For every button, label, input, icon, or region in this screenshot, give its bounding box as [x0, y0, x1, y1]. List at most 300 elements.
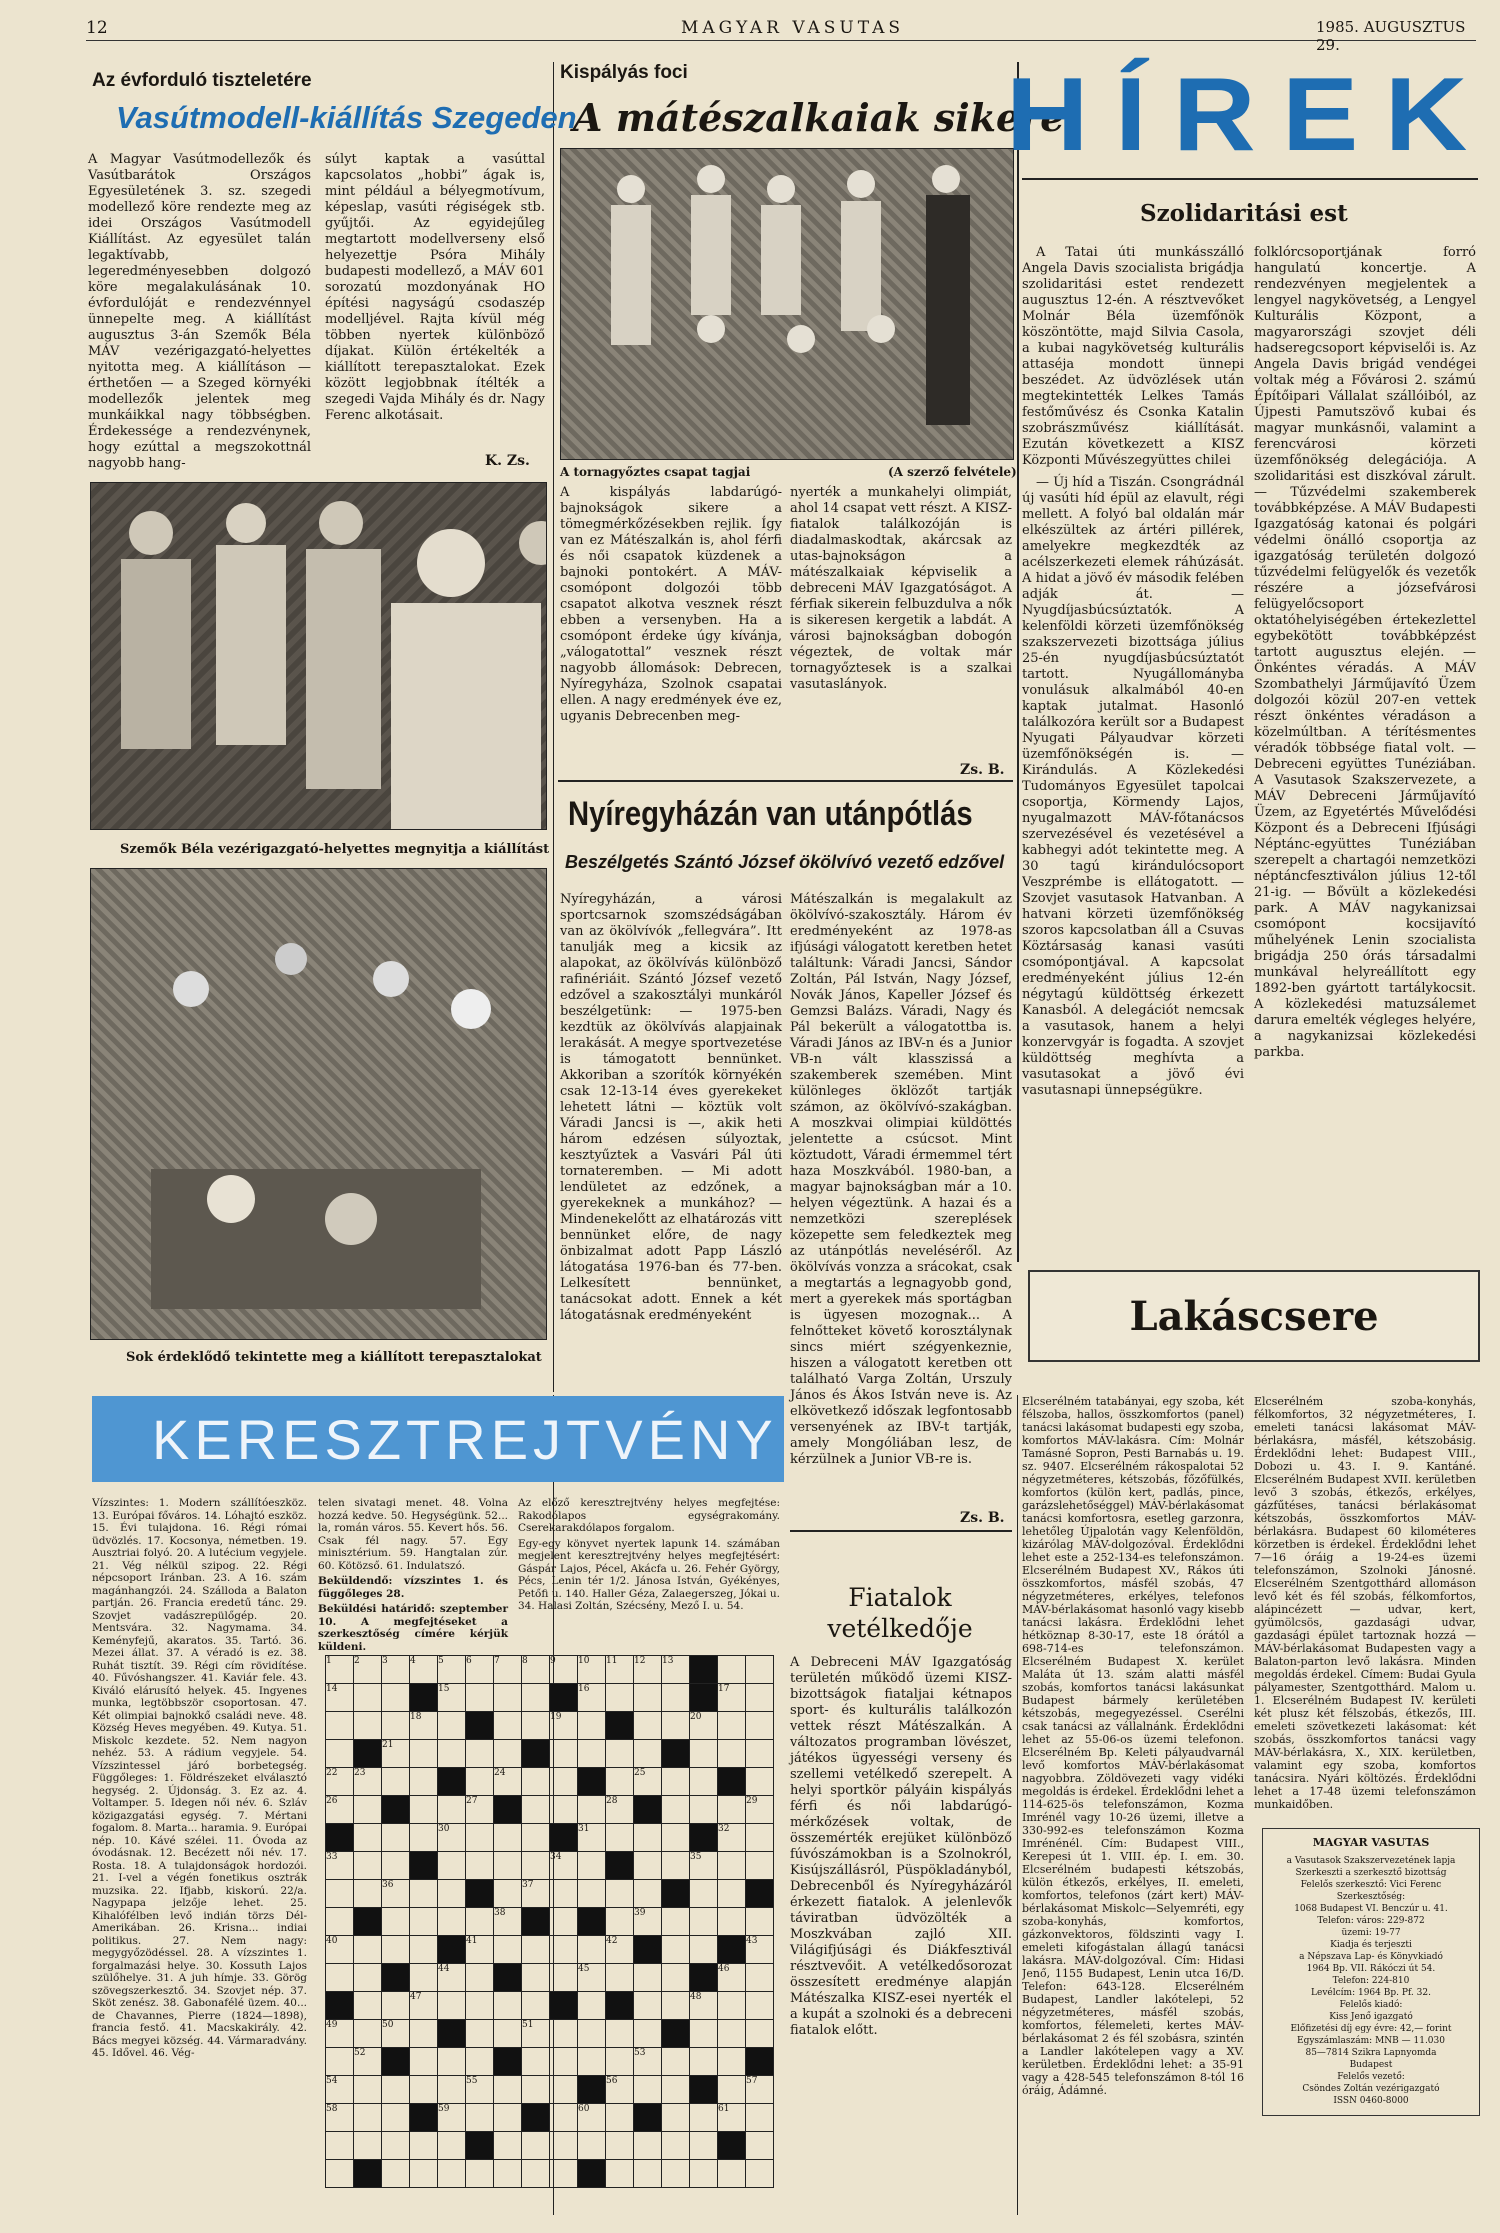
page-number: 12 — [86, 18, 108, 38]
crossword-cell: 1 — [326, 1656, 354, 1684]
crossword-cell — [466, 2048, 494, 2076]
crossword-cell: 14 — [326, 1684, 354, 1712]
crossword-cell — [550, 1684, 578, 1712]
crossword-cell — [438, 1908, 466, 1936]
crossword-cell — [410, 1964, 438, 1992]
impresszum-line: Szerkeszti a szerkesztő bizottság — [1295, 1868, 1447, 1878]
crossword-cell — [354, 2076, 382, 2104]
crossword-cell: 2 — [354, 1656, 382, 1684]
crossword-cell — [466, 2020, 494, 2048]
crossword-cell — [466, 1964, 494, 1992]
crossword-cell — [326, 1740, 354, 1768]
crossword-cell — [382, 2160, 410, 2188]
crossword-cell — [718, 1796, 746, 1824]
crossword-cell — [354, 1852, 382, 1880]
crossword-cell — [522, 1992, 550, 2020]
crossword-cell — [718, 2020, 746, 2048]
photo-football-team — [560, 148, 1014, 460]
crossword-cell — [494, 1852, 522, 1880]
crossword-cell — [494, 1880, 522, 1908]
crossword-cell — [634, 1740, 662, 1768]
team-silhouette-icon — [561, 149, 1013, 459]
crossword-cell — [438, 2160, 466, 2188]
hirek-col1 — [1022, 245, 1244, 1245]
crossword-cell — [438, 2020, 466, 2048]
crossword-cell — [746, 2020, 774, 2048]
crossword-cell: 29 — [746, 1796, 774, 1824]
crossword-cell — [690, 1684, 718, 1712]
impresszum-line: Felelős kiadó: — [1339, 2000, 1403, 2010]
crossword-cell — [606, 2160, 634, 2188]
impresszum-box — [1262, 1828, 1480, 2116]
crossword-cell — [718, 1852, 746, 1880]
crossword-cell: 51 — [522, 2020, 550, 2048]
crossword-cell — [494, 1992, 522, 2020]
crossword-cell — [466, 1908, 494, 1936]
impresszum-line: Előfizetési díj egy évre: 42,— forint — [1290, 2024, 1452, 2034]
crossword-cell — [634, 2160, 662, 2188]
crossword-cell: 56 — [606, 2076, 634, 2104]
crossword-cell — [746, 1908, 774, 1936]
crossword-cell — [410, 1880, 438, 1908]
crossword-cell — [718, 2048, 746, 2076]
crossword-cell — [634, 1992, 662, 2020]
crossword-cell — [522, 1908, 550, 1936]
crossword-cell — [662, 2160, 690, 2188]
crossword-cell — [466, 1880, 494, 1908]
hirek-col2: folklórcsoportjának forró hangulatú koncertje. A rendezvényen megjelentek a lengyel nagykövetség, a Lengyel Kulturális Központ, a magyarországi szovjet déli hadseregcsoport képviselői is. Az Angela Davis brigád vendégei voltak még a Fővárosi 2. számú Építőipari Vállalat szállóiból, az Újpesti Pamutszövő kubai és magyar munkásnői, valamint a ferencvárosi körzeti üzemfőnökség delegációja. A szolidaritási est diszkóval zárult. — Tűzvédelmi szakemberek továbbképzése. A MÁV Budapesti Igazgatóság katonai és polgári védelmi önálló csoportja az igazgatóság területén dolgozó tűzvédelmi felügyelők és vezetők részére a józsefvárosi felügyelőcsoport oktatóhelyiségében értekezlettel egybekötött továbbképzést tartott augusztus elején. — Önkéntes véradás. A MÁV Szombathelyi Járműjavító Üzem dolgozói közül 207-en vettek részt önkéntes véradáson a közelmúltban. A térítésmentes véradók többsége fiatal volt. — Debreceni együttes Tunéziában. A Vasutasok Szakszervezete, a MÁV Debreceni Járműjavító Üzem, az Egyetértés Művelődési Központ és a Debreceni Ifjúsági Néptánc-együttes Tunéziában szerepelt a chartagói nemzetközi néptáncfesztiválon július 12-től 21-ig. — Bővült a közlekedési park. A MÁV nagykanizsai csomópont kocsijavító műhelyének Lenin szocialista brigádja 250 órás társadalmi munkával helyreállított egy 1892-ben gyártott tartálykocsit. A közlekedési matuzsálemet darura emelték végleges helyére, a nagykanizsai közlekedési parkba. — [1254, 245, 1476, 1060]
crossword-cell — [382, 1964, 410, 1992]
crossword-cell: 21 — [382, 1740, 410, 1768]
crossword-cell — [578, 1936, 606, 1964]
crossword-cell: 30 — [438, 1824, 466, 1852]
crossword-cell — [606, 1964, 634, 1992]
crossword-cell — [410, 2160, 438, 2188]
crossword-cell — [522, 1796, 550, 1824]
kereszt-prev-solution: Az előző keresztrejtvény helyes megfejtése: Rakodólapos egységrakomány. Cserekarakdólapos forgalom. — [518, 1497, 780, 1534]
hirek-col1b-text: — Új híd a Tiszán. Csongrádnál új vasúti híd épül az elavult, régi mellett. A folyó bal oldalán már elkészültek az ártéri pillérek, amelyekre megkezdték az acélszerkezeti elemek ráhúzását. A hidat a jövő év második felében adják át. — Nyugdíjasbúcsúztatók. A kelenföldi körzeti üzemfőnökség szakszervezeti bizottsága július 25-én nyugdíjasbúcsúztatót tartott. Nyugállományba vonulásuk alkalmából 40-en kaptak jutalmat. Hasonló találkozóra került sor a Budapest Nyugati Pályaudvar körzeti üzemfőnökségén is. — Kirándulás. A Közlekedési Tudományos Egyesület tapolcai csoportja, Körmendy Lajos, nyugalmazott MÁV-főtanácsos szervezésével és vezetésével a kabhegyi adót tekintette meg. A 30 tagú kirándulócsoport Veszprémbe is ellátogatott. — Szovjet vasutasok Hatvanban. A hatvani körzeti üzemfőnökség szoros kapcsolatban áll a Csuvas Köztársaság kanasi vasúti csomópontjával. A kapcsolat eredményeként július 12-én négytagú küldöttség érkezett Kanasból. A delegációt nemcsak a vasutasok, hanem a helyi konzervgyár is fogadta. A szovjet küldöttség meghívta a vasutasokat a jövő évi vasutasnapi ünnepségükre. — [1022, 475, 1244, 1098]
crossword-cell — [550, 2132, 578, 2160]
crossword-cell: 48 — [690, 1992, 718, 2020]
foci-signature: Zs. B. — [960, 762, 1005, 778]
crossword-cell — [662, 1964, 690, 1992]
crossword-cell — [410, 1852, 438, 1880]
hirek-kicker: Szolidaritási est — [1140, 200, 1348, 227]
impresszum-line: Telefon: város: 229-872 — [1317, 1916, 1425, 1926]
crossword-cell: 27 — [466, 1796, 494, 1824]
kereszt-deadline: Beküldési határidő: szeptember 10. A megfejtéseket a szerkesztőség címére kérjük küldeni. — [318, 1603, 508, 1653]
crossword-cell — [354, 2132, 382, 2160]
crossword-cell — [466, 1768, 494, 1796]
crossword-cell — [746, 1880, 774, 1908]
crossword-cell: 33 — [326, 1852, 354, 1880]
crossword-cell: 54 — [326, 2076, 354, 2104]
crossword-cell — [718, 1712, 746, 1740]
modell-title: Vasútmodell-kiállítás Szegeden — [116, 100, 577, 135]
crossword-cell — [578, 2132, 606, 2160]
crossword-cell — [662, 1824, 690, 1852]
crossword-cell — [606, 1880, 634, 1908]
crossword-cell — [550, 1824, 578, 1852]
crossword-cell — [746, 1768, 774, 1796]
crossword-cell — [662, 1880, 690, 1908]
crossword-cell — [718, 1768, 746, 1796]
crossword-cell — [410, 2020, 438, 2048]
crossword-cell — [578, 1796, 606, 1824]
crossword-cell — [634, 1936, 662, 1964]
newspaper-name: MAGYAR VASUTAS — [681, 18, 905, 38]
ny-signature: Zs. B. — [960, 1510, 1005, 1526]
crossword-cell — [662, 2132, 690, 2160]
crossword-cell — [662, 1684, 690, 1712]
crossword-cell — [634, 1880, 662, 1908]
crossword-cell — [382, 1796, 410, 1824]
crossword-cell — [494, 1936, 522, 1964]
crossword-cell — [410, 2132, 438, 2160]
crossword-cell — [354, 1684, 382, 1712]
crossword-cell — [326, 1964, 354, 1992]
crossword-cell — [550, 2160, 578, 2188]
crossword-cell — [382, 2104, 410, 2132]
crossword-cell: 17 — [718, 1684, 746, 1712]
crossword-cell: 25 — [634, 1768, 662, 1796]
crossword-cell — [522, 2076, 550, 2104]
crossword-cell — [494, 1684, 522, 1712]
crossword-cell — [746, 1992, 774, 2020]
crossword-cell — [578, 1712, 606, 1740]
crossword-cell — [606, 1684, 634, 1712]
crossword-cell — [718, 1740, 746, 1768]
crossword-cell — [634, 1684, 662, 1712]
impresszum-line: Telefon: 224-810 — [1332, 1976, 1410, 1986]
crossword-cell — [606, 2132, 634, 2160]
crossword-cell — [606, 2104, 634, 2132]
crossword-cell — [354, 2160, 382, 2188]
crossword-table — [325, 1655, 774, 2188]
crossword-cell — [690, 2048, 718, 2076]
crossword-cell — [718, 1880, 746, 1908]
crossword-cell — [382, 1768, 410, 1796]
crossword-cell — [662, 2020, 690, 2048]
crossword-cell — [522, 1768, 550, 1796]
crossword-cell — [550, 2048, 578, 2076]
crossword-cell — [662, 1852, 690, 1880]
crossword-cell: 24 — [494, 1768, 522, 1796]
crossword-cell — [550, 1740, 578, 1768]
kereszt-clues-col2 — [318, 1497, 508, 1656]
crossword-cell: 59 — [438, 2104, 466, 2132]
crossword-cell — [354, 1796, 382, 1824]
crossword-cell — [522, 1964, 550, 1992]
crossword-cell — [662, 2104, 690, 2132]
crossword-cell: 23 — [354, 1768, 382, 1796]
crossword-cell: 6 — [466, 1656, 494, 1684]
crossword-cell — [522, 1936, 550, 1964]
crossword-cell — [662, 1908, 690, 1936]
lakas-col1: Elcserélném tatabányai, egy szoba, két félszoba, hallos, összkomfortos (panel) tanácsi lakásomat budapesti egy szoba, komfortos MÁV-lakásra. Cím: Molnár Tamásné Sopron, Pesti Barnabás u. 19. sz. 9407. Elcserélném rákospalotai 52 négyzetméteres, kétszobás, főzőfülkés, komfortos (külön kert, padlás, pince, garázslehetőséggel) MÁV-bérlakásomat tanácsi komfortosra, esetleg garzonra, lehetőleg Újpalotán vagy Kelenföldön, kizárólag MÁV-dolgozóval. Érdeklődni lehet este a 252-134-es telefonszámon. Elcserélném Budapest XV., Rákos úti összkomfortos, másfél szobás, 47 négyzetméteres, erkélyes, telefonos MÁV-bérlakásomat hasonló vagy kisebb tanácsi lakásra. Érdeklődni lehet hétköznap 8-30-17, este 18 órától a 698-714-es telefonszámon. Elcserélném Budapest X. kerület Maláta út 13. szám alatti másfél szobás, komfortos tanácsi lakásunkat Budapest bármely kerületében kétszobás, megegyezéssel. Cserélni csak tanácsi az vállalnánk. Érdeklődni lehet az 55-06-os üzemi telefonon. Elcserélném Bp. Keleti pályaudvarnál levő komfortos MÁV-bérlakásomat nagyobbra. Zöldövezeti vagy vidéki megoldás is érdekel. Érdeklődni lehet a 114-625-ös telefonszámon, Kozma Imrénél vagy 10-26 üzemi, illetve a 330-992-es telefonszámon Kozma Imrénénél. Cím: Budapest VIII., Kerepesi út 1. VIII. ép. I. em. 30. Elcserélném budapesti kétszobás, külön étkezős, erkélyes, II. emeleti, komfortos, telefonos (zárt kert) MÁV-bérlakásomat Miskolc—Selyemréti, egy szoba-konyhás, komfortos, gázkonvektoros, földszinti vagy I. emeleti kifogástalan állagú tanácsi lakásra. MÁV-dolgozóval. Cím: Hidasi Jenő, 1155 Budapest, Lenin utca 16/D. Telefon: 643-128. Elcserélném Budapest, Landler lakótelepi, 52 négyzetméteres, másfél szobás, komfortos, félemeleti, kertes MÁV-bérlakásomat 2 és fél szobásra, szintén a Landler lakótelepen vagy a XV. kerületben. Érdeklődni lehet: a 35-91 vagy a 428-545 telefonszámon 8-tól 16 óráig, Ádámné. — [1022, 1395, 1244, 2097]
crossword-cell — [746, 1852, 774, 1880]
crossword-cell — [718, 1656, 746, 1684]
crossword-cell: 8 — [522, 1656, 550, 1684]
crossword-cell: 37 — [522, 1880, 550, 1908]
crossword-cell — [494, 2048, 522, 2076]
foci-caption: A tornagyőztes csapat tagjai — [560, 465, 751, 479]
hirek-banner — [1006, 56, 1494, 173]
crossword-cell — [578, 2160, 606, 2188]
impresszum-line: üzemi: 19-77 — [1341, 1928, 1401, 1938]
crossword-cell — [634, 2132, 662, 2160]
crossword-cell — [746, 1824, 774, 1852]
section-divider — [558, 780, 1013, 782]
crossword-cell — [634, 1964, 662, 1992]
crossword-cell — [466, 1740, 494, 1768]
impresszum-line: a Népszava Lap- és Könyvkiadó — [1299, 1952, 1443, 1962]
crossword-cell — [550, 1964, 578, 1992]
crossword-cell — [382, 2048, 410, 2076]
crossword-cell — [606, 1852, 634, 1880]
crossword-cell — [550, 1936, 578, 1964]
crossword-cell: 10 — [578, 1656, 606, 1684]
crossword-cell — [634, 1796, 662, 1824]
crossword-cell — [494, 2076, 522, 2104]
crossword-cell — [354, 1740, 382, 1768]
crossword-cell — [438, 1936, 466, 1964]
crossword-cell — [690, 1880, 718, 1908]
crossword-cell: 22 — [326, 1768, 354, 1796]
crossword-cell — [606, 1740, 634, 1768]
crossword-cell — [438, 1880, 466, 1908]
crossword-cell — [746, 1684, 774, 1712]
crossword-cell: 60 — [578, 2104, 606, 2132]
crossword-cell — [718, 1908, 746, 1936]
crossword-cell — [410, 1824, 438, 1852]
kereszt-clues-col2-text: telen sivatagi menet. 48. Volna hozzá kedve. 50. Hegységünk. 52... la, román város. 55. Kevert hős. 56. Csak fél nagy. 57. Egy minisztérium. 59. Hangtalan zúr. 60. Kötözső. 61. Indulatszó. — [318, 1497, 508, 1572]
impresszum-line: Kiadja és terjeszti — [1330, 1940, 1412, 1950]
crossword-cell — [578, 1908, 606, 1936]
crossword-cell — [746, 1656, 774, 1684]
crossword-cell: 31 — [578, 1824, 606, 1852]
foci-kicker: Kispályás foci — [560, 62, 688, 83]
crossword-cell — [522, 2104, 550, 2132]
crossword-cell — [550, 1880, 578, 1908]
crossword-cell — [690, 2132, 718, 2160]
column-rule — [553, 62, 554, 1392]
crossword-cell — [522, 1684, 550, 1712]
crossword-cell — [606, 2020, 634, 2048]
lakas-title-box — [1028, 1270, 1480, 1362]
hirek-col1-text: A Tatai úti munkásszálló Angela Davis szocialista brigádja szolidaritási estet rendezett augusztus 12-én. A résztvevőket Molnár Béla üzemfőnök köszöntötte, majd Silvia Casola, a kubai nagykövetség kulturális attaséja mondott ünnepi beszédet. Az üdvözlések után megtekintették Lelkes Tamás festőművész és Csonka Katalin szobrászművész kiállítását. Ezután következett a KISZ Központi Művészegyüttes chilei — [1022, 245, 1244, 468]
fiatalok-title: Fiatalok vetélkedője — [827, 1583, 973, 1643]
crossword-cell — [494, 2104, 522, 2132]
crossword-cell — [634, 1712, 662, 1740]
crossword-cell — [354, 1880, 382, 1908]
crossword-cell: 3 — [382, 1656, 410, 1684]
photo-exhibition-crowd — [90, 868, 547, 1340]
crossword-cell — [578, 2048, 606, 2076]
crossword-cell — [410, 1740, 438, 1768]
crossword-cell: 5 — [438, 1656, 466, 1684]
crossword-cell — [606, 2048, 634, 2076]
crossword-cell — [354, 1992, 382, 2020]
ny-body-col2: Mátészalkán is megalakult az ökölvívó-szakosztály. Három év eredményeként az 1978-as ifjúsági válogatott keretben hetet találtunk: Váradi Jancsi, Sándor Zoltán, Pál István, Nagy József, Novák János, Kapeller József és Gemzsi Balázs. Váradi, Nagy és Pál bekerült a válogatottba is. Váradi János az IBV-n és a Junior VB-n vált klasszissá a szakemberek szemében. Mint különleges öklözőt tartják számon, az ökölvívó-szakágban. A moszkvai olimpiai küldöttés jelentette a csúcsot. Mint köztudott, Váradi érmemmel tért haza Moszkvából. 1980-ban, a magyar bajnokságban már a 10. helyen végeztünk. A hazai és a nemzetközi szereplések közepette sem feledkeztek meg az utánpótlás neveléséről. Az ökölvívás vonzza a srácokat, csak a megtartás a legnagyobb gond, mert a gyerekek más sportágban is ügyesen mozognak... A felnőtteket követő korosztálynak sincs miért szégyenkeznie, hiszen a válogatott keretben ott található Varga Zoltán, Urszuly János és Ákos István neve is. Az elkövetkező időszak legfontosabb versenyének az IBV-t tartják, amely Mongóliában lesz, de kérzülnek a Junior VB-re is. — [790, 892, 1012, 1467]
crossword-cell — [438, 1852, 466, 1880]
crossword-cell: 43 — [746, 1936, 774, 1964]
crossword-cell — [466, 1992, 494, 2020]
crossword-cell — [578, 1992, 606, 2020]
crossword-cell — [354, 2020, 382, 2048]
crossword-cell — [326, 2160, 354, 2188]
foci-body-col1: A kispályás labdarúgó-bajnokságok sikere a tömegmérkőzésekben rejlik. Így van ez Mátészalkán is, ahol férfi és női csapatok küzdenek a bajnoki pontokért. A MÁV-csomópont dolgozói több csapatot alkotva vesznek részt ebben a versenyben. Ha a csomópont érdeke úgy kívánja, „válogatottal” vesznek részt nagyobb állomások: Debrecen, Nyíregyháza, Szolnok csapatai ellen. A nagy eredmények éve ez, ugyanis Debrecenben meg- — [560, 485, 782, 724]
crossword-cell — [746, 1740, 774, 1768]
crossword-cell — [326, 1712, 354, 1740]
crossword-cell — [606, 1712, 634, 1740]
modell-signature: K. Zs. — [485, 453, 530, 469]
crossword-cell — [634, 2020, 662, 2048]
crossword-cell: 41 — [466, 1936, 494, 1964]
crossword-cell — [438, 1768, 466, 1796]
crossword-cell — [690, 1964, 718, 1992]
crossword-cell — [494, 1964, 522, 1992]
crossword-cell — [494, 1824, 522, 1852]
crossword-cell — [494, 1740, 522, 1768]
crossword-cell — [382, 1992, 410, 2020]
modell-body-col2: súlyt kaptak a vasúttal kapcsolatos „hobbi” ágak is, mint például a bélyegmotívum, képeslap, vasúti régiségek stb. gyűjtői. Az egyidejűleg megtartott modellverseny első helyezettje Psóra Mihály budapesti modellező, a MÁV 601 sorozatú mozdonyának HO építési nagyságú csodaszép modelljével. Rajta kívül még többen nyertek különböző díjakat. Külön értékelték a kiállított terepasztalokat. Ezek között legjobbnak ítélték a szegedi Vajda Mihály és dr. Nagy Ferenc alkotásait. — [325, 152, 545, 423]
crossword-cell: 32 — [718, 1824, 746, 1852]
impresszum-line: 85—7814 Szikra Lapnyomda — [1305, 2048, 1437, 2058]
crossword-cell: 34 — [550, 1852, 578, 1880]
crossword-cell — [662, 1936, 690, 1964]
crossword-cell — [466, 1684, 494, 1712]
crossword-cell: 49 — [326, 2020, 354, 2048]
crossword-cell — [494, 2132, 522, 2160]
crossword-cell: 57 — [746, 2076, 774, 2104]
crossword-cell: 20 — [690, 1712, 718, 1740]
crossword-cell — [382, 2076, 410, 2104]
crossword-cell: 39 — [634, 1908, 662, 1936]
crossword-cell — [354, 1824, 382, 1852]
foci-photo-credit: (A szerző felvétele) — [888, 465, 1017, 479]
crossword-cell — [662, 1992, 690, 2020]
ny-title: Nyíregyházán van utánpótlás — [568, 795, 973, 833]
crossword-cell — [578, 1852, 606, 1880]
crossword-cell — [466, 1712, 494, 1740]
crossword-cell — [690, 1824, 718, 1852]
people-silhouette-icon — [91, 483, 546, 829]
crossword-cell — [522, 1740, 550, 1768]
crossword-cell — [690, 1908, 718, 1936]
crossword-cell — [550, 1768, 578, 1796]
photo-opening-speech — [90, 482, 547, 830]
crossword-cell — [550, 1908, 578, 1936]
crossword-cell — [410, 1684, 438, 1712]
foci-body-col2: nyerték a munkahelyi olimpiát, ahol 14 csapat vett részt. A KISZ-fiatalok találkozóján is diadalmaskodtak, akárcsak az utas-bajnokságon a mátészalkaiak képviselik a debreceni MÁV Igazgatóságot. A férfiak sikerein felbuzdulva a nők is sikeresen kergetik a labdát. A városi bajnokságban dobogón végeztek, de voltak már tornagyőztesek is a szalkai vasutaslányok. — [790, 485, 1012, 692]
crossword-cell — [746, 2048, 774, 2076]
kereszt-clues-col3 — [518, 1497, 780, 1616]
section-divider — [1022, 178, 1478, 180]
crossword-cell — [606, 1824, 634, 1852]
crossword-cell: 15 — [438, 1684, 466, 1712]
crossword-cell: 11 — [606, 1656, 634, 1684]
crossword-cell — [746, 2104, 774, 2132]
crossword-cell — [466, 1824, 494, 1852]
crossword-cell — [354, 1908, 382, 1936]
crossword-cell — [718, 2132, 746, 2160]
crossword-cell — [662, 2048, 690, 2076]
crossword-cell: 50 — [382, 2020, 410, 2048]
crossword-cell — [690, 2160, 718, 2188]
crossword-cell — [522, 1852, 550, 1880]
crossword-cell — [718, 1992, 746, 2020]
crossword-cell — [690, 2104, 718, 2132]
modell-kicker: Az évforduló tiszteletére — [92, 70, 312, 91]
impresszum-line: Csöndes Zoltán vezérigazgató — [1302, 2084, 1440, 2094]
crossword-cell: 19 — [550, 1712, 578, 1740]
crossword-cell: 53 — [634, 2048, 662, 2076]
crossword-cell — [634, 1852, 662, 1880]
crossword-cell — [410, 1768, 438, 1796]
hirek-banner-text: HÍREK — [1006, 56, 1494, 173]
crossword-cell — [438, 2048, 466, 2076]
impresszum-line: Szerkesztőség: — [1336, 1892, 1406, 1902]
crossword-cell — [466, 2160, 494, 2188]
crossword-cell — [578, 2076, 606, 2104]
photo-caption-1: Szemők Béla vezérigazgató-helyettes megnyitja a kiállítást — [120, 842, 550, 857]
crossword-cell — [522, 1824, 550, 1852]
crossword-cell: 18 — [410, 1712, 438, 1740]
crossword-cell — [746, 1964, 774, 1992]
crossword-cell — [410, 1908, 438, 1936]
crossword-cell: 44 — [438, 1964, 466, 1992]
crossword-cell — [690, 2020, 718, 2048]
crossword-cell — [662, 1740, 690, 1768]
column-rule — [1017, 1395, 1018, 2215]
impresszum-line: Felelős szerkesztő: Vici Ferenc — [1300, 1880, 1442, 1890]
crossword-grid — [325, 1655, 774, 2188]
impresszum-line: Levélcím: 1964 Bp. Pf. 32. — [1311, 1988, 1431, 1998]
crossword-cell — [662, 1712, 690, 1740]
crossword-cell — [494, 2020, 522, 2048]
crossword-cell: 12 — [634, 1656, 662, 1684]
kereszt-banner — [92, 1396, 784, 1482]
crossword-cell: 58 — [326, 2104, 354, 2132]
impresszum-line: 1068 Budapest VI. Benczúr u. 41. — [1294, 1904, 1448, 1914]
crossword-cell — [550, 1796, 578, 1824]
crossword-cell: 38 — [494, 1908, 522, 1936]
crossword-cell: 26 — [326, 1796, 354, 1824]
crossword-cell — [690, 1796, 718, 1824]
lakas-col2: Elcserélném szoba-konyhás, félkomfortos, 32 négyzetméteres, I. emeleti tanácsi lakásomat MÁV-bérlakásra, másfél, kétszobásig. Érdeklődni lehet: Budapest VIII., Dobozi u. 43. I. 9. Kantáné. Elcserélném Budapest XVII. kerületben levő 3 szobás, étkezős, erkélyes, gázfűtéses, tanácsi bérlakásomat kétszobás, összkomfortos MÁV-bérlakásra. Budapest 60 kilométeres körzetben is érdekel. Érdeklődni lehet 7—16 óráig a 19-24-es üzemi telefonszámon, Szolnoki Jánosné. Elcserélném Szentgotthárd allomáson levő két és fél szobás, félkomfortos, alápincézett — udvar, kert, gyümölcsös, gazdasági udvar, gazdasági épület tartoznak hozzá — MÁV-bérlakásomat Budapesten vagy a Balaton-parton levő lakásra. Minden megoldás érdekel. Címem: Budai Gyula pályamester, Szentgotthárd. Malom u. 1. Elcserélném Budapest IV. kerületi két plusz két félszobás, étkezős, III. emeleti szövetkezeti lakásomat: két szobás, összkomfortos tanácsi vagy MÁV-bérlakásra, X., XIX. kerületben, valamint egy szoba, komfortos tanácsira. Nyári költözés. Érdeklődni lehet a 17-48 üzemi telefonszámon munkaidőben. — [1254, 1395, 1476, 1811]
crossword-cell — [326, 1880, 354, 1908]
crossword-cell — [746, 2160, 774, 2188]
crossword-cell: 28 — [606, 1796, 634, 1824]
crossword-cell — [438, 1992, 466, 2020]
crossword-cell: 61 — [718, 2104, 746, 2132]
crossword-cell — [550, 1992, 578, 2020]
crossword-cell — [382, 1824, 410, 1852]
crossword-cell: 40 — [326, 1936, 354, 1964]
crossword-cell — [522, 2160, 550, 2188]
crossword-cell — [382, 2132, 410, 2160]
crossword-cell — [690, 1656, 718, 1684]
impresszum-line: a Vasutasok Szakszervezetének lapja — [1286, 1856, 1456, 1866]
crossword-cell — [606, 1908, 634, 1936]
crossword-cell — [578, 2020, 606, 2048]
modell-body-col1: A Magyar Vasútmodellezők és Vasútbarátok Országos Egyesületének 3. sz. szegedi modellező köre rendezte meg az idei Országos Vasútmodell Kiállítást. Az egyesület talán legaktívabb, legeredményesebben dolgozó köre megalakulásának 10. évfordulóját e rendezvénnyel ünnepelte meg. A kiállítást augusztus 3-án Szemők Béla MÁV vezérigazgató-helyettes nyitotta meg. A kiállításon — érthetően — a Szeged környéki modellezők jelentek meg munkáikkal nagy többségben. Érdekessége a rendezvénynek, hogy ezúttal a megszokottnál nagyobb hang- — [88, 152, 311, 471]
crossword-cell: 16 — [578, 1684, 606, 1712]
impresszum-line: Felelős vezető: — [1337, 2072, 1405, 2082]
crossword-cell: 42 — [606, 1936, 634, 1964]
crossword-cell — [410, 1936, 438, 1964]
